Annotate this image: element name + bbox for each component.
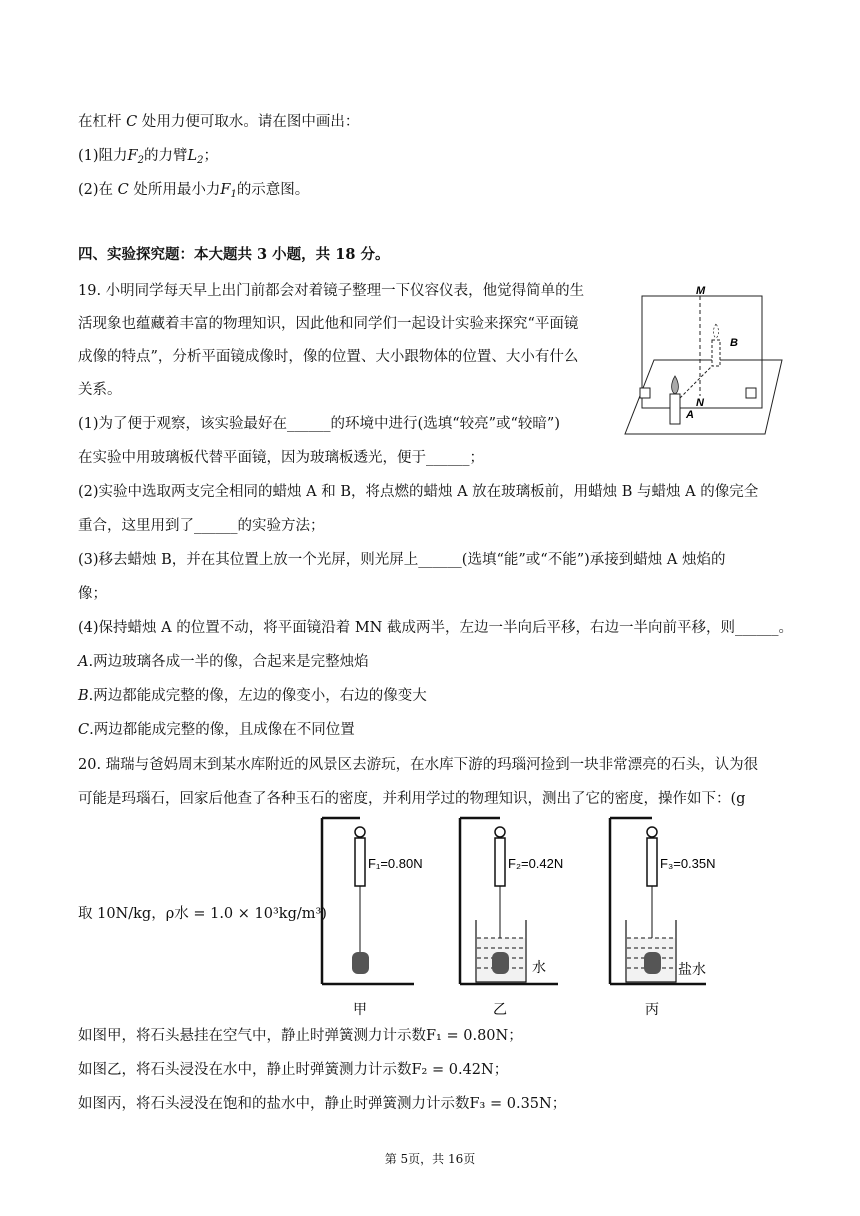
candle-a (670, 394, 680, 424)
stand-bing (610, 818, 716, 1017)
stone-icon (352, 952, 369, 974)
q20-line-3: 取 10N/kg，ρ水 = 1.0 × 10³kg/m³) (78, 906, 327, 922)
base-block-right (746, 388, 756, 398)
reading-f3: F₃=0.35N (660, 856, 716, 871)
q19-part-4: (4)保持蜡烛 A 的位置不动，将平面镜沿着 MN 截成两半，左边一半向后平移，右边一半向前平移，则______。 (78, 620, 793, 636)
prev-line-1: 在杠杆 C 处用力便可取水。请在图中画出： (78, 114, 360, 130)
stand-yi (460, 818, 563, 1017)
q19-part-2a: (2)实验中选取两支完全相同的蜡烛 A 和 B，将点燃的蜡烛 A 放在玻璃板前，用蜡烛 B 与蜡烛 A 的像完全 (78, 484, 759, 500)
prev-item-1: (1)阻力$F_2$的力臂$L_2$； (78, 148, 218, 166)
stand-jia (322, 818, 423, 1017)
label-n: N (696, 397, 704, 409)
candle-b (712, 340, 720, 366)
caption-jia: 甲 (353, 1001, 367, 1017)
label-saltwater: 盐水 (678, 961, 706, 977)
label-water: 水 (532, 959, 546, 975)
spring-balance-figure (314, 814, 784, 1022)
q19-part-1b: 在实验中用玻璃板代替平面镜，因为玻璃板透光，便于______； (78, 450, 484, 466)
prev-item-2: (2)在 C 处所用最小力$F_1$的示意图。 (78, 182, 310, 200)
q19-option-c: C.两边都能成完整的像，且成像在不同位置 (78, 722, 355, 738)
label-m: M (696, 285, 706, 297)
reading-f1: F₁=0.80N (368, 856, 423, 871)
math-F1: $F_1$ (220, 182, 237, 200)
q19-part-3b: 像； (78, 586, 107, 602)
stone-icon (644, 952, 661, 974)
q19-option-b: B.两边都能成完整的像，左边的像变小，右边的像变大 (78, 688, 427, 704)
reading-f2: F₂=0.42N (508, 856, 564, 871)
q19-part-3a: (3)移去蜡烛 B，并在其位置上放一个光屏，则光屏上______(选填“能”或“不能”)承接到蜡烛 A 烛焰的 (78, 552, 726, 568)
section-title: 四、实验探究题：本大题共 3 小题，共 18 分。 (78, 246, 390, 263)
stone-icon (492, 952, 509, 974)
q19-option-a: A.两边玻璃各成一半的像，合起来是完整烛焰 (78, 654, 369, 670)
q19-part-1a: (1)为了便于观察，该实验最好在______的环境中进行(选填“较亮”或“较暗”) (78, 416, 561, 432)
candle-flame-icon (672, 376, 679, 394)
q19-line-1: 19. 小明同学每天早上出门前都会对着镜子整理一下仪容仪表，他觉得简单的生 (78, 283, 585, 299)
q19-part-2b: 重合，这里用到了______的实验方法； (78, 518, 325, 534)
q20-measure-2: 如图乙，将石头浸没在水中，静止时弹簧测力计示数F₂ = 0.42N； (78, 1062, 509, 1078)
caption-yi: 乙 (493, 1001, 507, 1017)
q20-line-1: 20. 瑞瑞与爸妈周末到某水库附近的风景区去游玩，在水库下游的玛瑙河捡到一块非常漂亮的石头，认为很 (78, 757, 759, 773)
caption-bing: 丙 (645, 1001, 659, 1017)
q19-line-2: 活现象也蕴藏着丰富的物理知识，因此他和同学们一起设计实验来探究“平面镜 (78, 316, 579, 332)
mirror-experiment-figure (620, 278, 790, 440)
q20-measure-1: 如图甲，将石头悬挂在空气中，静止时弹簧测力计示数F₁ = 0.80N； (78, 1028, 523, 1044)
q20-measure-3: 如图丙，将石头浸没在饱和的盐水中，静止时弹簧测力计示数F₃ = 0.35N； (78, 1096, 567, 1112)
image-flame-icon (713, 324, 718, 338)
ray-dash (680, 366, 712, 398)
math-L2: $L_2$ (187, 148, 204, 166)
q20-line-2: 可能是玛瑙石，回家后他查了各种玉石的密度，并利用学过的物理知识，测出了它的密度，操作如下：(g (78, 791, 746, 807)
math-F2: $F_2$ (127, 148, 144, 166)
page-footer: 第 5页，共 16页 (384, 1152, 476, 1166)
q19-line-4: 关系。 (78, 382, 122, 398)
q19-line-3: 成像的特点”，分析平面镜成像时，像的位置、大小跟物体的位置、大小有什么 (78, 349, 579, 365)
label-a: A (686, 409, 694, 421)
base-block-left (640, 388, 650, 398)
label-b: B (730, 337, 738, 349)
glass-plate (642, 296, 762, 408)
